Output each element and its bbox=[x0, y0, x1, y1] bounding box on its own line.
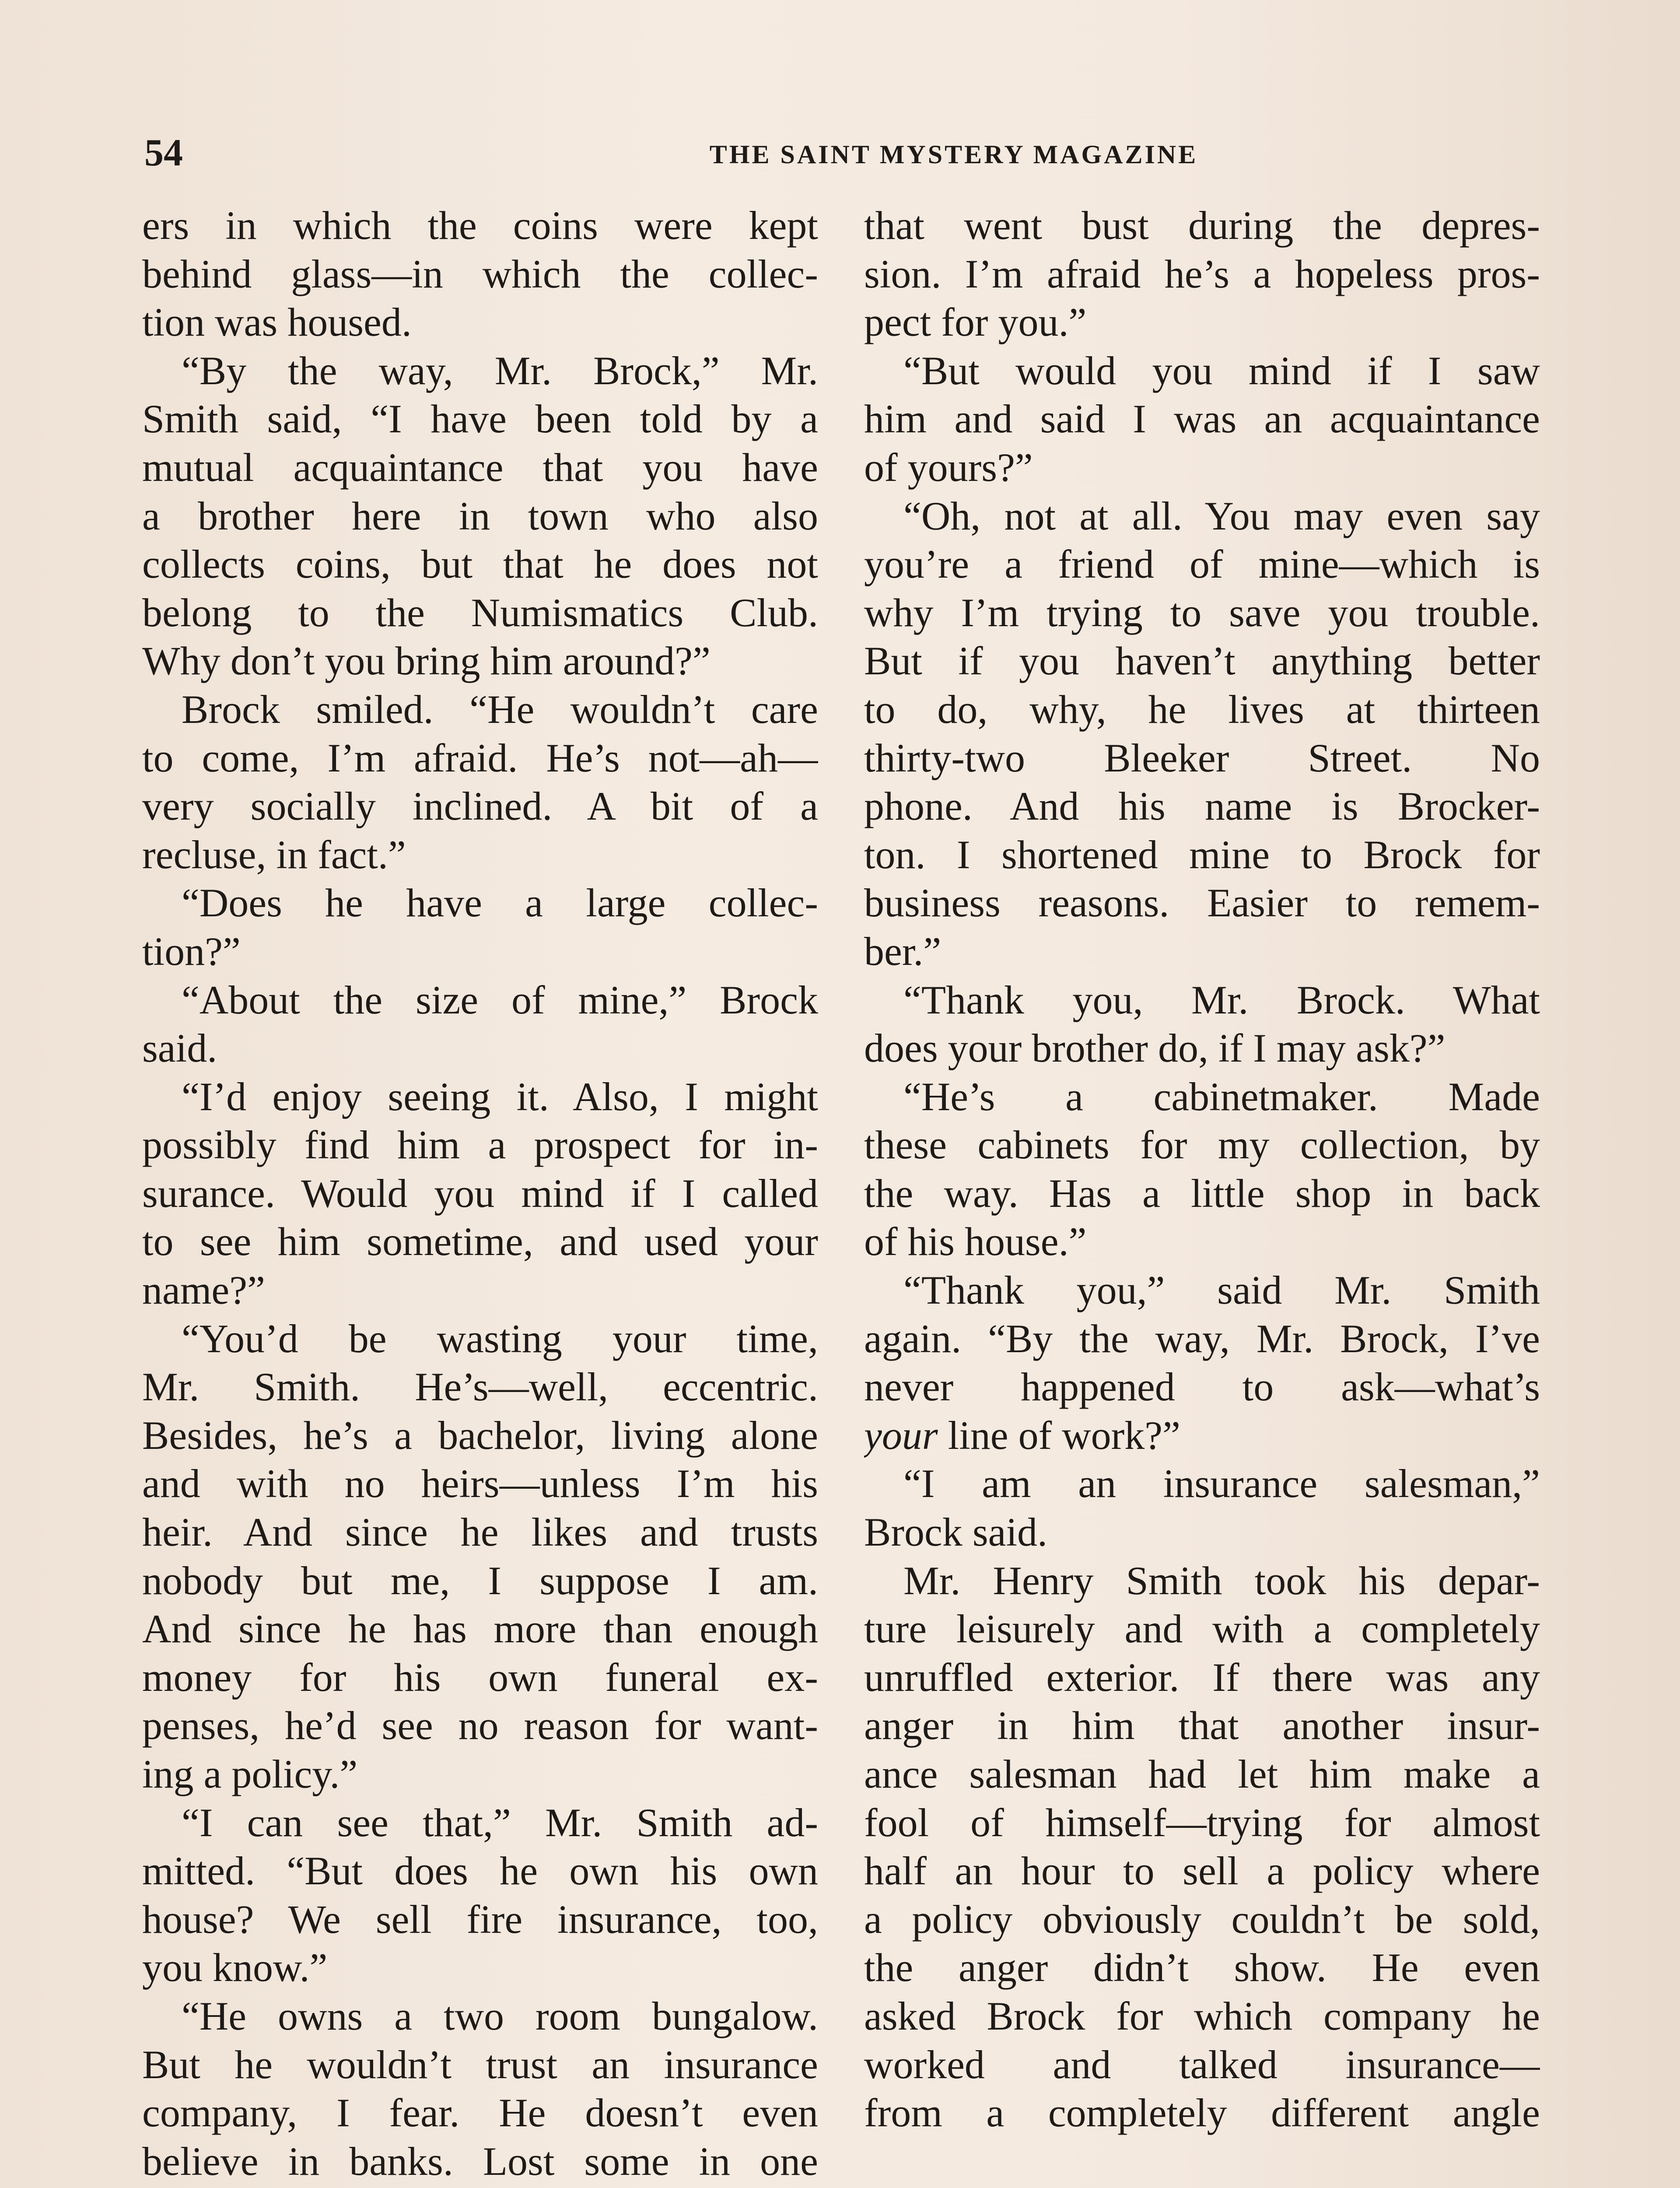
text-line: the way. Has a little shop in back bbox=[864, 1171, 1540, 1216]
text-line: fool of himself—trying for almost bbox=[864, 1800, 1540, 1845]
text-line: “About the size of mine,” Brock bbox=[182, 977, 818, 1022]
text-line: ance salesman had let him make a bbox=[864, 1752, 1540, 1796]
text-line: your line of work?” bbox=[864, 1413, 1180, 1458]
text-line: from a completely different angle bbox=[864, 2090, 1540, 2135]
text-line: said. bbox=[142, 1026, 217, 1071]
text-line: worked and talked insurance— bbox=[864, 2042, 1540, 2087]
text-line: that went bust during the depres- bbox=[864, 203, 1540, 248]
text-line: anger in him that another insur- bbox=[864, 1703, 1540, 1748]
text-line: “But would you mind if I saw bbox=[903, 348, 1540, 393]
text-line: possibly find him a prospect for in- bbox=[142, 1122, 818, 1168]
text-line: But if you haven’t anything better bbox=[864, 638, 1540, 684]
text-line: to see him sometime, and used your bbox=[142, 1219, 818, 1264]
running-title: THE SAINT MYSTERY MAGAZINE bbox=[709, 140, 1198, 169]
text-line: business reasons. Easier to remem- bbox=[864, 880, 1540, 926]
text-line: “He’s a cabinetmaker. Made bbox=[903, 1074, 1540, 1119]
text-line: “Oh, not at all. You may even say bbox=[903, 493, 1540, 538]
text-line: the anger didn’t show. He even bbox=[864, 1945, 1540, 1990]
text-line: And since he has more than enough bbox=[142, 1606, 818, 1652]
text-line: nobody but me, I suppose I am. bbox=[142, 1558, 818, 1603]
text-line: believe in banks. Lost some in one bbox=[142, 2139, 818, 2184]
text-line: a brother here in town who also bbox=[142, 493, 818, 538]
text-line: does your brother do, if I may ask?” bbox=[864, 1026, 1446, 1071]
text-line: Besides, he’s a bachelor, living alone bbox=[142, 1413, 818, 1458]
text-line: “Does he have a large collec- bbox=[182, 880, 818, 926]
text-line: recluse, in fact.” bbox=[142, 832, 406, 877]
text-line: house? We sell fire insurance, too, bbox=[142, 1897, 818, 1942]
text-line: mutual acquaintance that you have bbox=[142, 445, 818, 490]
text-line: “You’d be wasting your time, bbox=[182, 1316, 818, 1361]
text-line: “I am an insurance salesman,” bbox=[903, 1461, 1540, 1506]
text-line: you know.” bbox=[142, 1945, 328, 1990]
text-line: “Thank you,” said Mr. Smith bbox=[903, 1268, 1540, 1313]
text-line: money for his own funeral ex- bbox=[142, 1655, 818, 1700]
text-line: you’re a friend of mine—which is bbox=[864, 542, 1540, 587]
text-line: “By the way, Mr. Brock,” Mr. bbox=[182, 348, 818, 393]
text-line: Mr. Smith. He’s—well, eccentric. bbox=[142, 1364, 818, 1410]
text-line: tion was housed. bbox=[142, 300, 412, 345]
text-line: Mr. Henry Smith took his depar- bbox=[903, 1558, 1540, 1603]
text-line: him and said I was an acquaintance bbox=[864, 396, 1540, 442]
text-line: “Thank you, Mr. Brock. What bbox=[903, 977, 1540, 1022]
text-line: unruffled exterior. If there was any bbox=[864, 1655, 1540, 1700]
text-line: ton. I shortened mine to Brock for bbox=[864, 832, 1540, 877]
text-line: Smith said, “I have been told by a bbox=[142, 396, 818, 442]
text-line: to come, I’m afraid. He’s not—ah— bbox=[142, 735, 818, 780]
page-header bbox=[144, 131, 1536, 175]
text-line: asked Brock for which company he bbox=[864, 1993, 1540, 2038]
text-line: Brock smiled. “He wouldn’t care bbox=[182, 687, 818, 732]
text-line: of yours?” bbox=[864, 445, 1033, 490]
text-line: behind glass—in which the collec- bbox=[142, 251, 818, 296]
text-line: ture leisurely and with a completely bbox=[864, 1606, 1540, 1652]
text-line: ber.” bbox=[864, 929, 942, 974]
text-line: sion. I’m afraid he’s a hopeless pros- bbox=[864, 251, 1540, 296]
text-line: these cabinets for my collection, by bbox=[864, 1122, 1540, 1168]
text-line: But he wouldn’t trust an insurance bbox=[142, 2042, 818, 2087]
text-line: “He owns a two room bungalow. bbox=[182, 1993, 818, 2038]
text-line: a policy obviously couldn’t be sold, bbox=[864, 1897, 1540, 1942]
text-line: thirty-two Bleeker Street. No bbox=[864, 735, 1540, 780]
page-number: 54 bbox=[144, 132, 183, 174]
text-line: surance. Would you mind if I called bbox=[142, 1171, 818, 1216]
left-column bbox=[142, 201, 818, 2185]
right-column bbox=[864, 201, 1540, 2137]
text-line: heir. And since he likes and trusts bbox=[142, 1510, 818, 1555]
text-line: half an hour to sell a policy where bbox=[864, 1848, 1540, 1893]
text-line: Brock said. bbox=[864, 1510, 1048, 1555]
text-line: name?” bbox=[142, 1268, 265, 1313]
text-line: again. “By the way, Mr. Brock, I’ve bbox=[864, 1316, 1540, 1361]
text-line: ers in which the coins were kept bbox=[142, 203, 818, 248]
text-line: mitted. “But does he own his own bbox=[142, 1848, 818, 1893]
text-line: Why don’t you bring him around?” bbox=[142, 638, 710, 684]
text-line: why I’m trying to save you trouble. bbox=[864, 590, 1540, 635]
text-line: phone. And his name is Brocker- bbox=[864, 784, 1540, 829]
text-line: very socially inclined. A bit of a bbox=[142, 784, 818, 829]
text-line: pect for you.” bbox=[864, 300, 1087, 345]
text-line: penses, he’d see no reason for want- bbox=[142, 1703, 818, 1748]
text-line: belong to the Numismatics Club. bbox=[142, 590, 818, 635]
text-line: company, I fear. He doesn’t even bbox=[142, 2090, 818, 2135]
text-line: “I’d enjoy seeing it. Also, I might bbox=[182, 1074, 818, 1119]
text-line: never happened to ask—what’s bbox=[864, 1364, 1540, 1410]
text-line: of his house.” bbox=[864, 1219, 1087, 1264]
text-line: to do, why, he lives at thirteen bbox=[864, 687, 1540, 732]
text-line: tion?” bbox=[142, 929, 241, 974]
text-line: ing a policy.” bbox=[142, 1752, 358, 1796]
text-line: and with no heirs—unless I’m his bbox=[142, 1461, 818, 1506]
text-line: collects coins, but that he does not bbox=[142, 542, 818, 587]
text-line: “I can see that,” Mr. Smith ad- bbox=[182, 1800, 818, 1845]
